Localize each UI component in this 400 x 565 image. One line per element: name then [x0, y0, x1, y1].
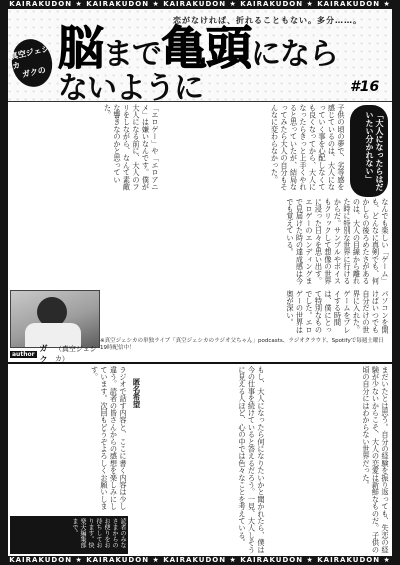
- text-column-lower-left: ラジオで話す内容と、ここに書く内容は少し違う。読者の皆さんからの感想を楽しみにしています。次回もどうぞよろしくお願いします。: [90, 366, 128, 510]
- text-column-lower-right: まだいたとは思う。自分の経験を振り返っても、失恋の経験が少ないからこそ、大人の恋愛は新鮮なものだ。子供の頃の自分にはわからない世界だった。: [362, 366, 390, 554]
- column-header: [8, 9, 392, 106]
- header-tagline: 恋がなければ、折れることもない。多分……。: [173, 16, 362, 25]
- author-badge: [7, 35, 56, 90]
- editor-note: 読者のみなさまからのお便りをお待ちしております。快楽天編集部まで。: [10, 516, 128, 554]
- pull-quote: 「大人になったらはだいたい分かれない」: [350, 105, 388, 197]
- text-column-top-right: 子供の頃の夢で、劣等感を感じているのは、大人になっていく事を心配しなくても良くなってから、大人になったらきっと上手くやれると思っていたが、結局なってみたら大人の自分もそんなに変わらなかった。: [270, 104, 346, 191]
- reader-name: 匿名希望: [132, 378, 141, 408]
- author-badge-line2: ガクの: [21, 65, 47, 80]
- text-column-top-left: 「エロゲー」や「エロアニメ」は嫌いなんです。僕が大人になる前に、大人のフリをしながら、なんて素敵な響きなのかと思っていた。: [103, 104, 160, 191]
- column-title: [58, 21, 338, 106]
- right-border-strip: [392, 9, 400, 556]
- text-column-middle: なんでも楽しい「ゲーム」も、どんなに真剣でも、何かしらの後ろめたさがあるのは、大人の目線から離れた時に特別な世界に行けるからだ。サンプルやボイスもクリックして想像の世界に浸った日々を思い出す。エロゲーのエンディングまで見届けた時の達成感は今でも覚えている。: [286, 198, 390, 285]
- top-border-strip: KAIRAKUDON ★ KAIRAKUDON ★ KAIRAKUDON ★ KAIRAKUDON ★ KAIRAKUDON ★: [0, 0, 400, 9]
- author-name: ガク: [39, 344, 48, 364]
- bottom-border-strip: KAIRAKUDON ★ KAIRAKUDON ★ KAIRAKUDON ★ KAIRAKUDON ★ KAIRAKUDON ★: [0, 556, 400, 565]
- left-border-strip: [0, 9, 8, 556]
- author-tag: author: [12, 350, 35, 358]
- info-note: ※真空ジェシカの単独ライブ「真空ジェシカのラジオ父ちゃん」podcasts、ラジオクラウド、Spotifyで毎週土曜日19時配信中！: [100, 338, 384, 351]
- author-photo: [10, 290, 100, 348]
- title-part2: まで: [103, 37, 161, 72]
- issue-number: #16: [350, 79, 380, 95]
- title-part4: にならないように: [58, 37, 338, 106]
- title-part1: 脳: [58, 21, 103, 75]
- text-column-lower-middle: もし、大人になったら何になりたいかと聞かれたら、僕は今の仕事を続けていると答えるだろう。一見、大人しそうに見える人ほど、心の中では色々なことを考えている。: [238, 366, 266, 554]
- author-group: （真空ジェシカ）: [54, 345, 97, 363]
- author-badge-line1: 真空ジェシカ: [9, 44, 51, 72]
- text-column-middle-lower: パソコンを開けばいつでも自分だけの世界に入れた。ゲームをプレイする時間は、僕にとって特別なものでした。エロゲーの世界は奥が深い。: [286, 290, 390, 334]
- author-credit: [10, 344, 98, 364]
- title-part3: 亀頭: [161, 21, 251, 75]
